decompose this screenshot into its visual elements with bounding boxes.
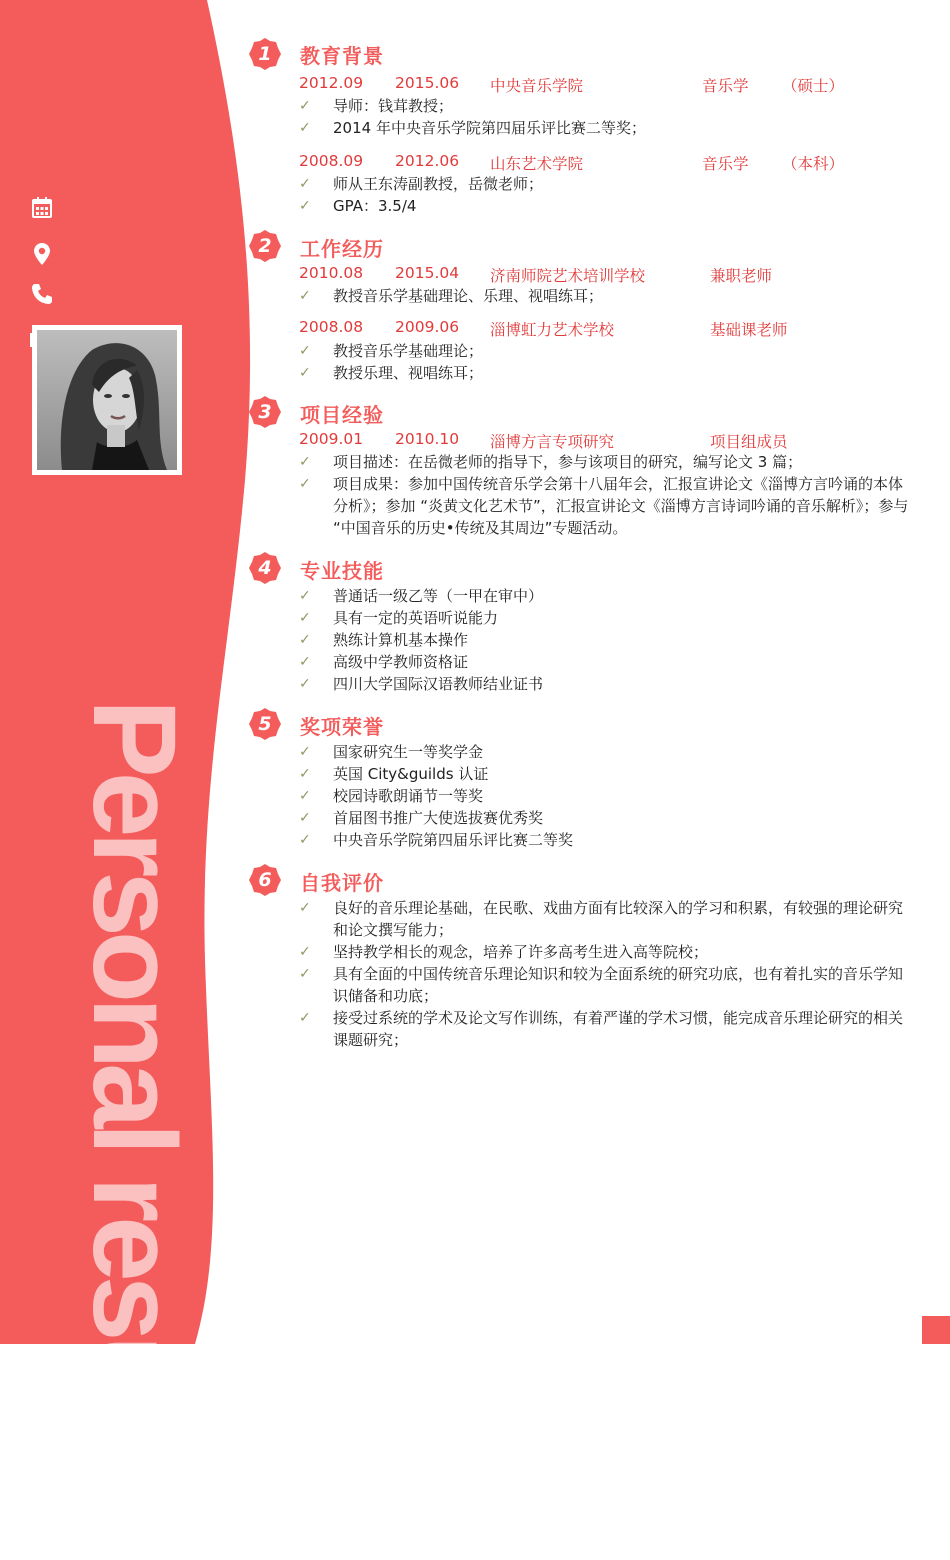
list-item: ✓ 接受过系统的学术及论文写作训练，有着严谨的学术习惯，能完成音乐理论研究的相关课题研究；: [299, 1009, 904, 1049]
section-number-badge: 5: [248, 707, 282, 741]
calendar-icon: [30, 196, 54, 220]
list-item: ✓ 2014 年中央音乐学院第四届乐评比赛二等奖；: [299, 119, 646, 137]
profile-photo: [32, 325, 182, 475]
list-item: ✓ 项目成果：参加中国传统音乐学会第十八届年会，汇报宣讲论文《淄博方言吟诵的本体分析》；参加 “炎黄文化艺术节”，汇报宣讲论文《淄博方言诗词吟诵的音乐解析》；参与 “中国音乐的历史•传统及其周边”专题活动。: [299, 475, 909, 537]
phone-icon: [30, 282, 54, 306]
section-title-education: 教育背景: [300, 44, 384, 68]
section-title-awards: 奖项荣誉: [300, 715, 384, 739]
location-pin-icon: [30, 242, 54, 266]
list-item: ✓ 国家研究生一等奖学金: [299, 743, 484, 761]
list-item: ✓ 英国 City&guilds 认证: [299, 765, 489, 783]
list-item: ✓ 高级中学教师资格证: [299, 653, 469, 671]
list-item: ✓ 教授音乐学基础理论、乐理、视唱练耳；: [299, 287, 604, 305]
list-item: ✓ 良好的音乐理论基础，在民歌、戏曲方面有比较深入的学习和积累，有较强的理论研究和论文撰写能力；: [299, 899, 904, 939]
section-number-badge: 3: [248, 395, 282, 429]
list-item: ✓ 普通话一级乙等（一甲在审中）: [299, 587, 544, 605]
list-item: ✓ 教授乐理、视唱练耳；: [299, 364, 484, 382]
section-title-work: 工作经历: [300, 237, 384, 261]
list-item: ✓ 中央音乐学院第四届乐评比赛二等奖: [299, 831, 574, 849]
list-item: ✓ 项目描述：在岳微老师的指导下，参与该项目的研究，编写论文 3 篇；: [299, 453, 803, 471]
list-item: ✓ 坚持教学相长的观念，培养了许多高考生进入高等院校；: [299, 943, 709, 961]
section-number-badge: 6: [248, 863, 282, 897]
section-number-badge: 4: [248, 551, 282, 585]
list-item: ✓ 师从王东涛副教授，岳微老师；: [299, 175, 544, 193]
section-number-badge: 2: [248, 229, 282, 263]
list-item: ✓ 具有全面的中国传统音乐理论知识和较为全面系统的研究功底，也有着扎实的音乐学知识储备和功底；: [299, 965, 904, 1005]
list-item: ✓ 具有一定的英语听说能力: [299, 609, 499, 627]
list-item: ✓ 教授音乐学基础理论；: [299, 342, 484, 360]
list-item: ✓ GPA：3.5/4: [299, 197, 417, 215]
list-item: ✓ 熟练计算机基本操作: [299, 631, 469, 649]
section-title-self-evaluation: 自我评价: [300, 871, 384, 895]
section-title-projects: 项目经验: [300, 403, 384, 427]
list-item: ✓ 校园诗歌朗诵节一等奖: [299, 787, 484, 805]
list-item: ✓ 导师：钱茸教授；: [299, 97, 454, 115]
list-item: ✓ 四川大学国际汉语教师结业证书: [299, 675, 544, 693]
personal-resume-watermark: Personal resume: [68, 699, 200, 1560]
section-title-skills: 专业技能: [300, 559, 384, 583]
corner-decoration: [922, 1316, 950, 1344]
list-item: ✓ 首届图书推广大使选拔赛优秀奖: [299, 809, 544, 827]
section-number-badge: 1: [248, 37, 282, 71]
